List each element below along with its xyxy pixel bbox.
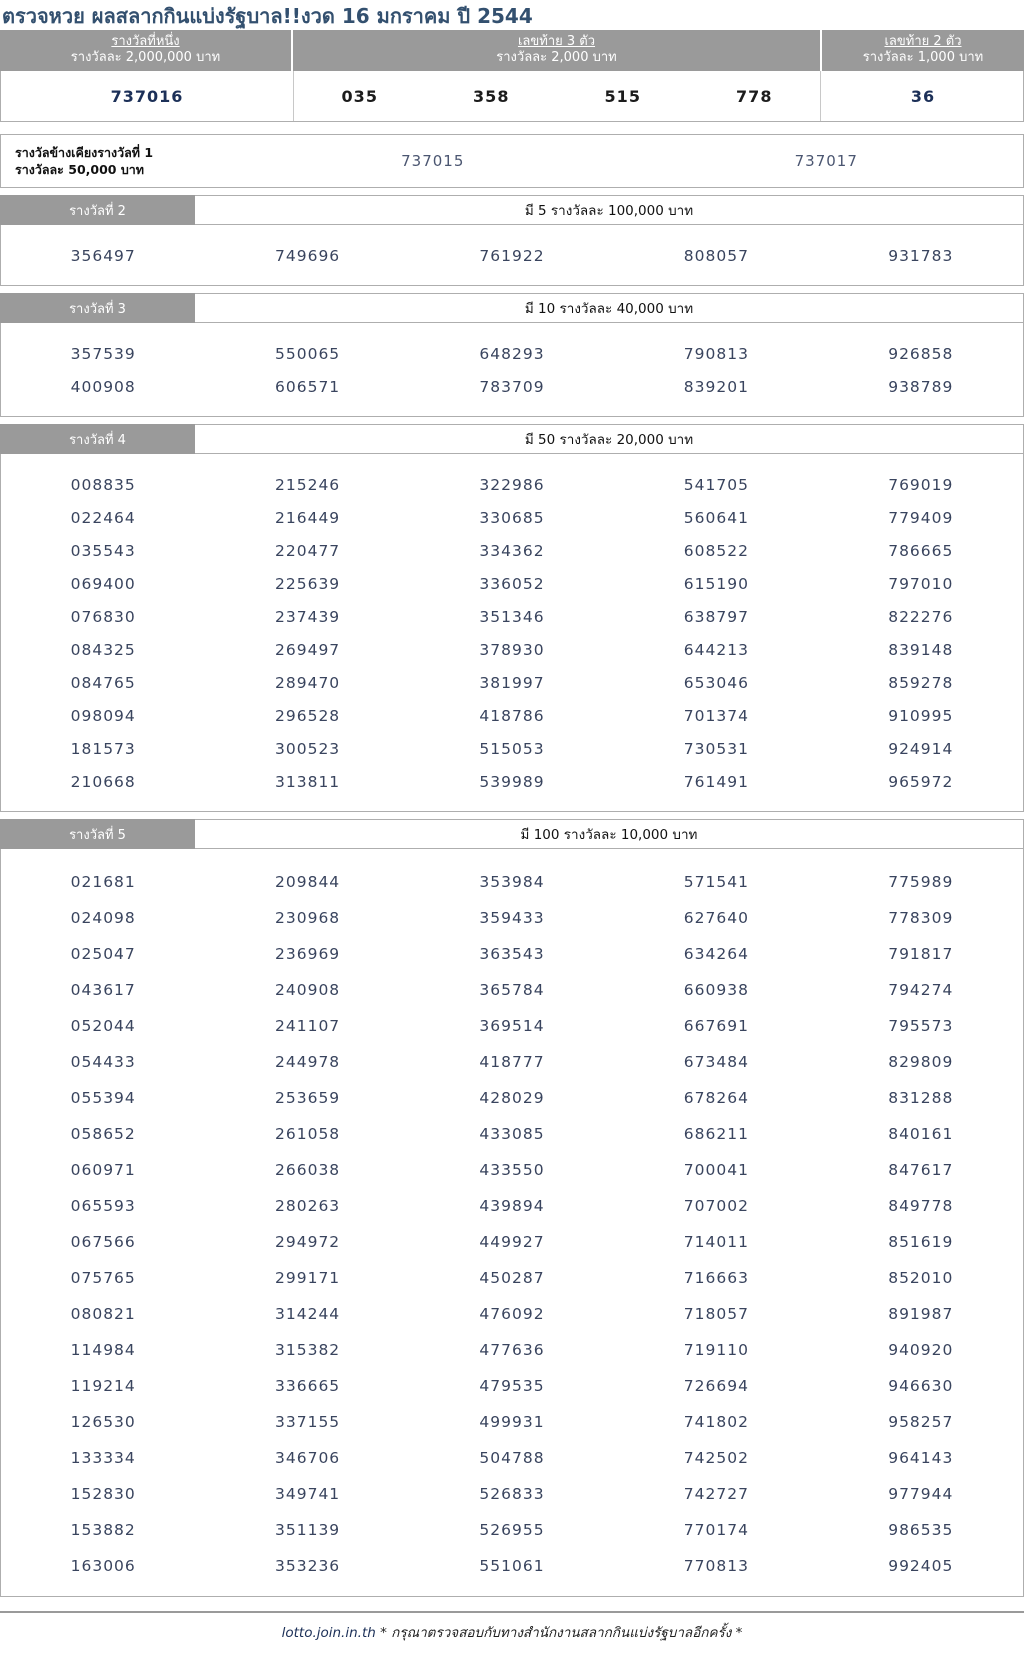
prize-number: 225639 — [275, 575, 341, 593]
prize-number: 839148 — [888, 641, 954, 659]
prize-number: 163006 — [70, 1557, 136, 1575]
prize-number: 660938 — [683, 981, 749, 999]
prize-section — [0, 195, 1024, 286]
prize-number: 775989 — [888, 873, 954, 891]
prize-number: 119214 — [70, 1377, 136, 1395]
prize-number: 701374 — [683, 707, 749, 725]
prize-number: 910995 — [888, 707, 954, 725]
prize-number: 418786 — [479, 707, 545, 725]
prize-sections-container — [0, 195, 1024, 1597]
prize-number: 783709 — [479, 378, 545, 396]
prize-number: 043617 — [70, 981, 136, 999]
prize-number: 035543 — [70, 542, 136, 560]
two-digit-number: 36 — [910, 86, 936, 106]
prize-number: 648293 — [479, 345, 545, 363]
prize-number: 958257 — [888, 1413, 954, 1431]
prize-number: 847617 — [888, 1161, 954, 1179]
adjacent-prize-number-left: 737015 — [401, 152, 465, 170]
prize-number: 931783 — [888, 247, 954, 265]
prize-number: 718057 — [683, 1305, 749, 1323]
prize-number: 741802 — [683, 1413, 749, 1431]
prize-number: 058652 — [70, 1125, 136, 1143]
prize-number: 560641 — [683, 509, 749, 527]
prize-number: 761922 — [479, 247, 545, 265]
prize-number: 499931 — [479, 1413, 545, 1431]
prize-number: 216449 — [275, 509, 341, 527]
prize-section-description: มี 5 รางวัลละ 100,000 บาท — [195, 195, 1024, 225]
prize-number: 237439 — [275, 608, 341, 626]
prize-number: 726694 — [683, 1377, 749, 1395]
prize-number: 686211 — [683, 1125, 749, 1143]
two-digit-header-cell — [822, 30, 1024, 71]
prize-number: 209844 — [275, 873, 341, 891]
prize-number: 025047 — [70, 945, 136, 963]
prize-number: 236969 — [275, 945, 341, 963]
prize-number: 504788 — [479, 1449, 545, 1467]
prize-number: 261058 — [275, 1125, 341, 1143]
prize-number: 334362 — [479, 542, 545, 560]
prize-number: 351346 — [479, 608, 545, 626]
prize-number: 644213 — [683, 641, 749, 659]
prize-number: 153882 — [70, 1521, 136, 1539]
prize-number: 336665 — [275, 1377, 341, 1395]
prize-section-band — [0, 293, 1024, 323]
prize-number: 822276 — [888, 608, 954, 626]
prize-number-grid — [0, 849, 1024, 1597]
prize-number: 742727 — [683, 1485, 749, 1503]
prize-number: 742502 — [683, 1449, 749, 1467]
prize-number: 337155 — [275, 1413, 341, 1431]
prize-number: 476092 — [479, 1305, 545, 1323]
prize-number: 808057 — [683, 247, 749, 265]
prize-number: 700041 — [683, 1161, 749, 1179]
prize-number: 054433 — [70, 1053, 136, 1071]
prize-number: 084765 — [70, 674, 136, 692]
three-digit-header-cell — [293, 30, 820, 71]
prize-number: 220477 — [275, 542, 341, 560]
prize-number: 052044 — [70, 1017, 136, 1035]
prize-number: 714011 — [683, 1233, 749, 1251]
prize-number: 851619 — [888, 1233, 954, 1251]
prize-number: 946630 — [888, 1377, 954, 1395]
prize-number: 719110 — [683, 1341, 749, 1359]
prize-number: 831288 — [888, 1089, 954, 1107]
prize-number: 965972 — [888, 773, 954, 791]
prize-number: 479535 — [479, 1377, 545, 1395]
top-prize-header — [0, 30, 1024, 71]
three-digit-number: 035 — [341, 86, 378, 106]
prize-number: 381997 — [479, 674, 545, 692]
prize-section-label: รางวัลที่ 5 — [0, 819, 195, 849]
prize-number: 769019 — [888, 476, 954, 494]
first-prize-header-cell — [0, 30, 291, 71]
prize-number: 418777 — [479, 1053, 545, 1071]
prize-number: 351139 — [275, 1521, 341, 1539]
prize-number: 526955 — [479, 1521, 545, 1539]
prize-number: 314244 — [275, 1305, 341, 1323]
prize-number: 296528 — [275, 707, 341, 725]
prize-number: 365784 — [479, 981, 545, 999]
prize-number: 608522 — [683, 542, 749, 560]
prize-section-description: มี 10 รางวัลละ 40,000 บาท — [195, 293, 1024, 323]
prize-number: 667691 — [683, 1017, 749, 1035]
prize-number: 400908 — [70, 378, 136, 396]
prize-number: 829809 — [888, 1053, 954, 1071]
prize-number: 378930 — [479, 641, 545, 659]
prize-number: 638797 — [683, 608, 749, 626]
prize-number: 300523 — [275, 740, 341, 758]
prize-number-grid — [0, 454, 1024, 812]
footer-note: * กรุณาตรวจสอบกับทางสำนักงานสลากกินแบ่งรัฐบาลอีกครั้ง * — [380, 1625, 743, 1641]
prize-number: 852010 — [888, 1269, 954, 1287]
prize-number: 152830 — [70, 1485, 136, 1503]
prize-number: 515053 — [479, 740, 545, 758]
prize-number: 778309 — [888, 909, 954, 927]
prize-number: 779409 — [888, 509, 954, 527]
prize-number: 098094 — [70, 707, 136, 725]
prize-number: 449927 — [479, 1233, 545, 1251]
prize-number: 797010 — [888, 575, 954, 593]
prize-number: 794274 — [888, 981, 954, 999]
prize-number: 428029 — [479, 1089, 545, 1107]
prize-number: 439894 — [479, 1197, 545, 1215]
prize-number: 606571 — [275, 378, 341, 396]
prize-number: 075765 — [70, 1269, 136, 1287]
prize-number: 315382 — [275, 1341, 341, 1359]
prize-number: 289470 — [275, 674, 341, 692]
prize-number: 363543 — [479, 945, 545, 963]
prize-number: 336052 — [479, 575, 545, 593]
prize-number: 359433 — [479, 909, 545, 927]
prize-number: 627640 — [683, 909, 749, 927]
prize-number: 940920 — [888, 1341, 954, 1359]
prize-section-description: มี 50 รางวัลละ 20,000 บาท — [195, 424, 1024, 454]
prize-section — [0, 819, 1024, 1597]
prize-number: 126530 — [70, 1413, 136, 1431]
prize-number: 356497 — [70, 247, 136, 265]
prize-number: 357539 — [70, 345, 136, 363]
prize-number: 008835 — [70, 476, 136, 494]
prize-number: 526833 — [479, 1485, 545, 1503]
two-digit-amount: รางวัลละ 1,000 บาท — [862, 50, 984, 65]
prize-number: 938789 — [888, 378, 954, 396]
prize-number: 294972 — [275, 1233, 341, 1251]
adjacent-prize-section — [0, 134, 1024, 188]
prize-number: 114984 — [70, 1341, 136, 1359]
prize-number: 986535 — [888, 1521, 954, 1539]
prize-number: 241107 — [275, 1017, 341, 1035]
prize-number: 634264 — [683, 945, 749, 963]
prize-number: 477636 — [479, 1341, 545, 1359]
prize-number: 069400 — [70, 575, 136, 593]
three-digit-amount: รางวัลละ 2,000 บาท — [496, 50, 617, 65]
prize-number: 992405 — [888, 1557, 954, 1575]
prize-number: 840161 — [888, 1125, 954, 1143]
prize-number: 716663 — [683, 1269, 749, 1287]
prize-number: 433085 — [479, 1125, 545, 1143]
adjacent-prize-label-block — [1, 144, 236, 178]
first-prize-number: 737016 — [110, 86, 184, 106]
top-prize-values — [0, 71, 1024, 122]
prize-number: 926858 — [888, 345, 954, 363]
prize-number: 080821 — [70, 1305, 136, 1323]
prize-number: 964143 — [888, 1449, 954, 1467]
first-prize-value-cell — [1, 71, 293, 121]
prize-number: 215246 — [275, 476, 341, 494]
prize-number: 839201 — [683, 378, 749, 396]
three-digit-label: เลขท้าย 3 ตัว — [517, 34, 596, 49]
two-digit-value-cell — [821, 71, 1024, 121]
prize-number: 084325 — [70, 641, 136, 659]
prize-number: 230968 — [275, 909, 341, 927]
first-prize-amount: รางวัลละ 2,000,000 บาท — [70, 50, 221, 65]
prize-number: 786665 — [888, 542, 954, 560]
prize-number: 181573 — [70, 740, 136, 758]
prize-number: 024098 — [70, 909, 136, 927]
prize-number: 353984 — [479, 873, 545, 891]
footer-site-link[interactable]: lotto.join.in.th — [281, 1625, 376, 1641]
prize-number: 791817 — [888, 945, 954, 963]
prize-number-grid — [0, 323, 1024, 417]
prize-number: 433550 — [479, 1161, 545, 1179]
prize-number: 541705 — [683, 476, 749, 494]
adjacent-prize-number-right: 737017 — [794, 152, 858, 170]
adjacent-prize-label: รางวัลข้างเคียงรางวัลที่ 1 — [15, 145, 154, 160]
prize-number-grid — [0, 225, 1024, 286]
prize-number: 891987 — [888, 1305, 954, 1323]
two-digit-label: เลขท้าย 2 ตัว — [884, 34, 962, 49]
prize-number: 673484 — [683, 1053, 749, 1071]
prize-section — [0, 424, 1024, 812]
prize-number: 615190 — [683, 575, 749, 593]
prize-number: 571541 — [683, 873, 749, 891]
prize-number: 924914 — [888, 740, 954, 758]
prize-number: 859278 — [888, 674, 954, 692]
page-title: ตรวจหวย ผลสลากกินแบ่งรัฐบาล!!งวด 16 มกราคม ปี 2544 — [2, 4, 533, 28]
prize-number: 353236 — [275, 1557, 341, 1575]
prize-number: 210668 — [70, 773, 136, 791]
prize-number: 349741 — [275, 1485, 341, 1503]
prize-number: 133334 — [70, 1449, 136, 1467]
prize-number: 060971 — [70, 1161, 136, 1179]
prize-number: 749696 — [275, 247, 341, 265]
prize-number: 653046 — [683, 674, 749, 692]
prize-section — [0, 293, 1024, 417]
three-digit-number: 358 — [473, 86, 510, 106]
prize-section-label: รางวัลที่ 2 — [0, 195, 195, 225]
prize-number: 977944 — [888, 1485, 954, 1503]
prize-number: 076830 — [70, 608, 136, 626]
prize-section-label: รางวัลที่ 4 — [0, 424, 195, 454]
prize-section-band — [0, 195, 1024, 225]
prize-number: 790813 — [683, 345, 749, 363]
prize-number: 269497 — [275, 641, 341, 659]
prize-number: 707002 — [683, 1197, 749, 1215]
prize-number: 795573 — [888, 1017, 954, 1035]
prize-number: 330685 — [479, 509, 545, 527]
first-prize-label: รางวัลที่หนึ่ง — [111, 34, 180, 49]
prize-number: 550065 — [275, 345, 341, 363]
prize-section-description: มี 100 รางวัลละ 10,000 บาท — [195, 819, 1024, 849]
prize-number: 761491 — [683, 773, 749, 791]
prize-number: 849778 — [888, 1197, 954, 1215]
prize-number: 678264 — [683, 1089, 749, 1107]
page-footer — [0, 1611, 1024, 1653]
prize-number: 539989 — [479, 773, 545, 791]
prize-number: 313811 — [275, 773, 341, 791]
prize-number: 065593 — [70, 1197, 136, 1215]
prize-number: 022464 — [70, 509, 136, 527]
prize-number: 067566 — [70, 1233, 136, 1251]
prize-number: 551061 — [479, 1557, 545, 1575]
prize-number: 244978 — [275, 1053, 341, 1071]
prize-number: 253659 — [275, 1089, 341, 1107]
prize-number: 266038 — [275, 1161, 341, 1179]
prize-number: 299171 — [275, 1269, 341, 1287]
prize-number: 770813 — [683, 1557, 749, 1575]
prize-number: 346706 — [275, 1449, 341, 1467]
three-digit-number: 778 — [736, 86, 773, 106]
prize-number: 450287 — [479, 1269, 545, 1287]
prize-number: 770174 — [683, 1521, 749, 1539]
prize-number: 021681 — [70, 873, 136, 891]
prize-number: 280263 — [275, 1197, 341, 1215]
prize-number: 322986 — [479, 476, 545, 494]
prize-number: 730531 — [683, 740, 749, 758]
prize-number: 369514 — [479, 1017, 545, 1035]
prize-section-label: รางวัลที่ 3 — [0, 293, 195, 323]
three-digit-values-cell — [293, 71, 821, 121]
prize-section-band — [0, 424, 1024, 454]
prize-number: 240908 — [275, 981, 341, 999]
three-digit-number: 515 — [604, 86, 641, 106]
prize-section-band — [0, 819, 1024, 849]
adjacent-prize-amount: รางวัลละ 50,000 บาท — [15, 162, 145, 177]
prize-number: 055394 — [70, 1089, 136, 1107]
